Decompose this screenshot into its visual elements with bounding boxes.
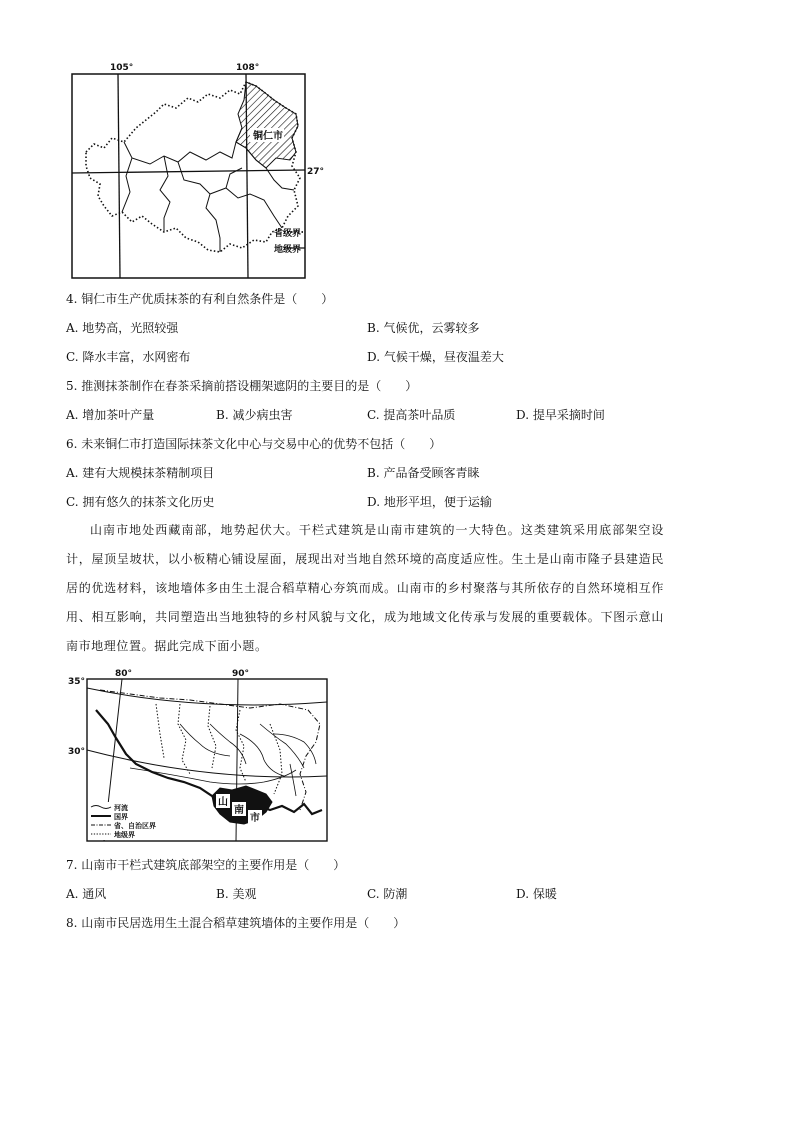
question-7-stem: 7. 山南市干栏式建筑底部架空的主要作用是（ ） [66, 858, 346, 872]
city-char-2: 南 [234, 805, 244, 816]
legend-river-label: 河流 [114, 804, 128, 812]
question-7-option-c[interactable]: C. 防潮 [367, 887, 408, 901]
question-4-option-c[interactable]: C. 降水丰富，水网密布 [66, 350, 191, 364]
question-8-stem: 8. 山南市民居选用生土混合稻草建筑墙体的主要作用是（ ） [66, 916, 406, 930]
map-shannan [60, 664, 340, 846]
question-6-option-d[interactable]: D. 地形平坦，便于运输 [367, 495, 492, 509]
legend-label-province: 省级界 [274, 229, 302, 239]
legend-prefecture-label: 地级界 [114, 831, 135, 839]
question-4-stem: 4. 铜仁市生产优质抹茶的有利自然条件是（ ） [66, 292, 334, 306]
legend-label-prefecture: 地级界 [274, 245, 302, 255]
question-5-option-d[interactable]: D. 提早采摘时间 [516, 408, 605, 422]
map-guizhou [60, 56, 330, 286]
question-6-option-b[interactable]: B. 产品备受顾客青睐 [367, 466, 480, 480]
legend-border-label: 国界 [114, 813, 128, 821]
lon-label-80: 80° [115, 669, 133, 679]
lat-label-27: 27° [307, 167, 325, 177]
city-char-1: 山 [218, 797, 228, 808]
question-6-stem: 6. 未来铜仁市打造国际抹茶文化中心与交易中心的优势不包括（ ） [66, 437, 442, 451]
lon-label-105: 105° [110, 63, 134, 73]
legend-region-label: 省、自治区界 [114, 822, 156, 830]
city-char-3: 市 [250, 813, 260, 824]
question-7-option-b[interactable]: B. 美观 [216, 887, 257, 901]
map-guizhou-svg [60, 56, 330, 286]
tongren-area [236, 82, 298, 168]
question-4-option-a[interactable]: A. 地势高，光照较强 [66, 321, 179, 335]
question-5-option-a[interactable]: A. 增加茶叶产量 [66, 408, 155, 422]
question-4-option-b[interactable]: B. 气候优，云雾较多 [367, 321, 480, 335]
question-6-option-a[interactable]: A. 建有大规模抹茶精制项目 [66, 466, 215, 480]
national-border [96, 710, 322, 814]
question-5-option-b[interactable]: B. 减少病虫害 [216, 408, 293, 422]
question-5-option-c[interactable]: C. 提高茶叶品质 [367, 408, 456, 422]
lat-label-35: 35° [68, 677, 86, 687]
map-shannan-svg [60, 664, 340, 846]
question-5-stem: 5. 推测抹茶制作在春茶采摘前搭设棚架遮阴的主要目的是（ ） [66, 379, 418, 393]
question-7-option-a[interactable]: A. 通风 [66, 887, 107, 901]
parallel-27 [72, 170, 305, 173]
meridian-105 [118, 74, 120, 278]
question-6-option-c[interactable]: C. 拥有悠久的抹茶文化历史 [66, 495, 215, 509]
question-7-option-d[interactable]: D. 保暖 [516, 887, 557, 901]
city-label: 铜仁市 [253, 131, 283, 142]
region-boundary [100, 690, 320, 810]
reading-passage: 山南市地处西藏南部，地势起伏大。干栏式建筑是山南市建筑的一大特色。这类建筑采用底部架空设计，屋顶呈坡状，以小板精心铺设屋面，展现出对当地自然环境的高度适应性。生土是山南市隆子县建造民居的优选材料，该地墙体多由生土混合稻草精心夯筑而成。山南市的乡村聚落与其所依存的自然环境相互作用、相互影响，共同塑造出当地独特的乡村风貌与文化，成为地域文化传承与发展的重要载体。下图示意山南市地理位置。据此完成下面小题。 [66, 523, 664, 653]
rivers [130, 724, 316, 796]
lat-label-30: 30° [68, 747, 86, 757]
lon-label-90: 90° [232, 669, 250, 679]
lon-label-108: 108° [236, 63, 260, 73]
question-4-option-d[interactable]: D. 气候干燥，昼夜温差大 [367, 350, 504, 364]
